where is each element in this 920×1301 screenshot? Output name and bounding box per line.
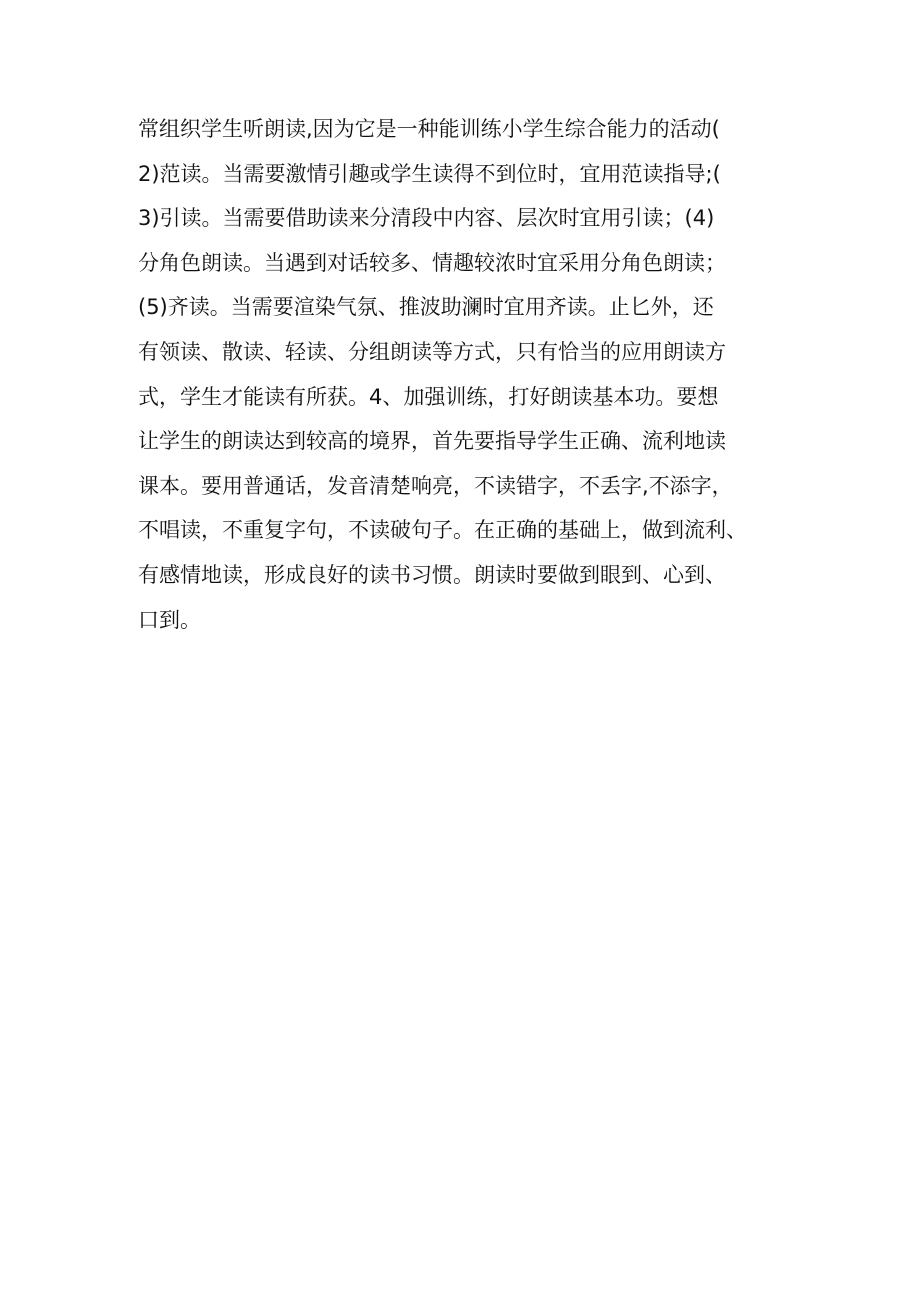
text-line-12: 口到。: [138, 607, 201, 632]
text-line-11: 有感情地读，形成良好的读书习惯。朗读时要做到眼到、心到、: [138, 562, 726, 587]
text-line-6: 有领读、散读、轻读、分组朗读等方式，只有恰当的应用朗读方: [138, 339, 726, 364]
text-line-5: (5)齐读。当需要渲染气氛、推波助澜时宜用齐读。止匕外，还: [138, 295, 714, 320]
text-line-2: 2)范读。当需要激情引趣或学生读得不到位时，宜用范读指导;(: [138, 161, 721, 186]
text-line-4: 分角色朗读。当遇到对话较多、情趣较浓时宜采用分角色朗读；: [138, 250, 726, 275]
text-line-1: 常组织学生听朗读,因为它是一种能训练小学生综合能力的活动(: [138, 117, 720, 141]
text-line-8: 让学生的朗读达到较高的境界，首先要指导学生正确、流利地读: [138, 429, 726, 454]
text-line-7: 式，学生才能读有所获。4、加强训练，打好朗读基本功。要想: [138, 384, 719, 409]
body-paragraph: [138, 107, 798, 642]
text-line-3: 3)引读。当需要借助读来分清段中内容、层次时宜用引读；(4): [138, 206, 715, 231]
text-line-9: 课本。要用普通话，发音清楚响亮，不读错字，不丢字,不添字，: [138, 473, 733, 498]
text-line-10: 不唱读，不重复字句，不读破句子。在正确的基础上，做到流利、: [138, 518, 747, 543]
